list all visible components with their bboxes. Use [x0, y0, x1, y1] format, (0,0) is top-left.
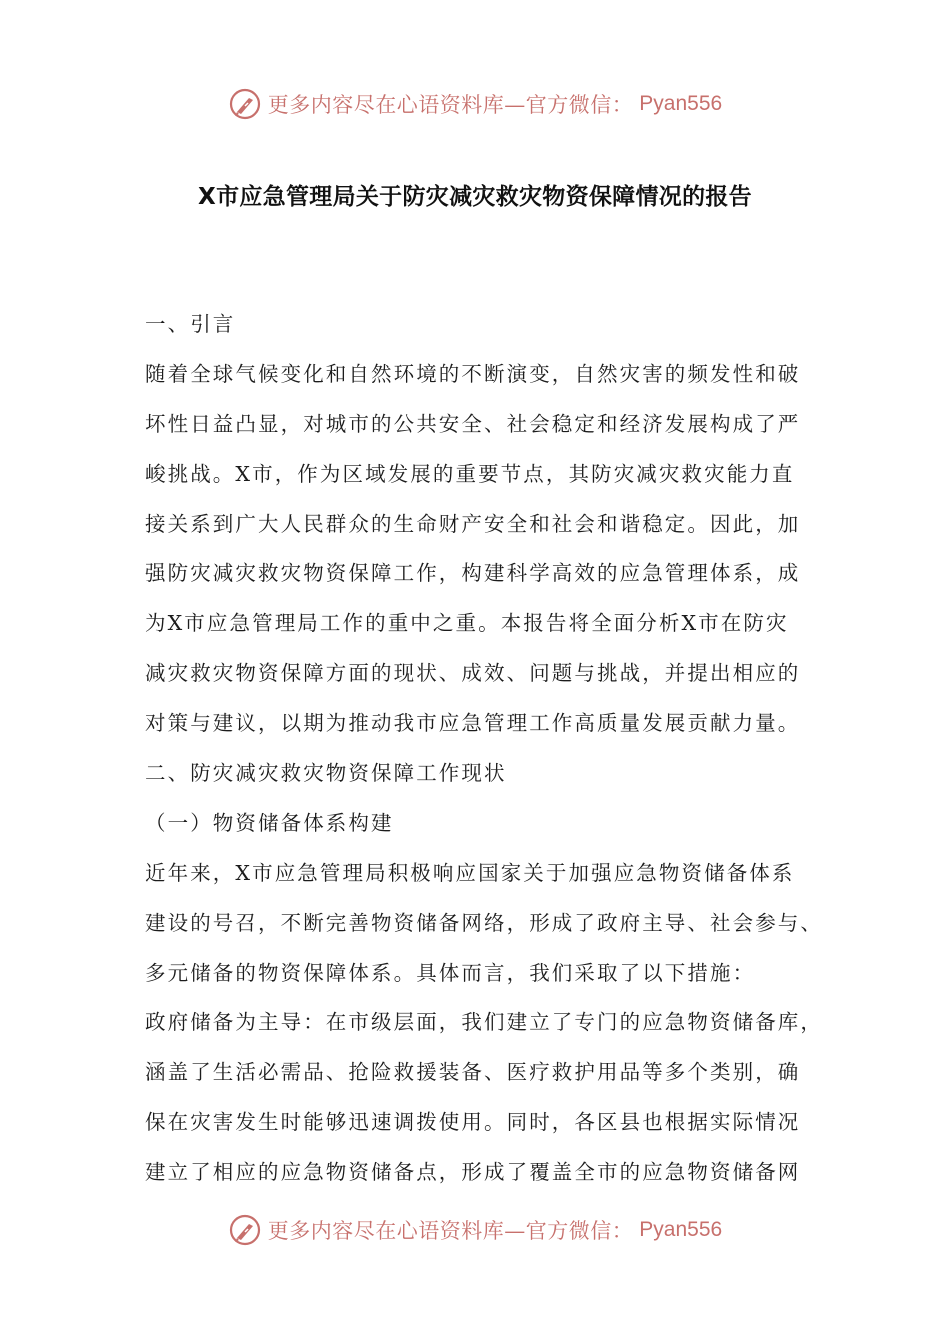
body-line: 保在灾害发生时能够迅速调拨使用。同时，各区县也根据实际情况 — [145, 1110, 801, 1135]
body-line: 涵盖了生活必需品、抢险救援装备、医疗救护用品等多个类别，确 — [145, 1060, 801, 1085]
body-line: 多元储备的物资保障体系。具体而言，我们采取了以下措施： — [145, 960, 756, 985]
body-line: 强防灾减灾救灾物资保障工作，构建科学高效的应急管理体系，成 — [145, 561, 801, 586]
body-line: 建立了相应的应急物资储备点，形成了覆盖全市的应急物资储备网 — [145, 1160, 801, 1185]
watermark-text: 更多内容尽在心语资料库—官方微信： — [267, 1219, 634, 1243]
document-body — [145, 300, 845, 1198]
body-line: 随着全球气候变化和自然环境的不断演变，自然灾害的频发性和破 — [145, 361, 801, 386]
body-line: 峻挑战。X市，作为区域发展的重要节点，其防灾减灾救灾能力直 — [145, 461, 795, 486]
watermark-wechat-id: Pyan556 — [639, 92, 723, 115]
body-line: 对策与建议，以期为推动我市应急管理工作高质量发展贡献力量。 — [145, 711, 801, 736]
body-line: 为X市应急管理局工作的重中之重。本报告将全面分析X市在防灾 — [145, 611, 789, 636]
body-line: 坏性日益凸显，对城市的公共安全、社会稳定和经济发展构成了严 — [145, 411, 801, 436]
section-heading-status: 二、防灾减灾救灾物资保障工作现状 — [145, 761, 507, 786]
section-heading-intro: 一、引言 — [145, 312, 236, 336]
pen-nib-logo-icon — [228, 1213, 262, 1247]
subsection-heading-reserve-system: （一）物资储备体系构建 — [145, 810, 394, 835]
body-line: 近年来，X市应急管理局积极响应国家关于加强应急物资储备体系 — [145, 860, 795, 885]
header-watermark-banner — [0, 84, 950, 124]
watermark-text: 更多内容尽在心语资料库—官方微信： — [267, 93, 634, 117]
document-title: X市应急管理局关于防灾减灾救灾物资保障情况的报告 — [198, 184, 752, 210]
pen-nib-logo-icon — [228, 87, 262, 121]
footer-watermark-banner — [0, 1210, 950, 1250]
body-line: 减灾救灾物资保障方面的现状、成效、问题与挑战，并提出相应的 — [145, 661, 801, 686]
body-line: 政府储备为主导：在市级层面，我们建立了专门的应急物资储备库， — [145, 1010, 823, 1035]
watermark-wechat-id: Pyan556 — [639, 1218, 723, 1241]
body-line: 建设的号召，不断完善物资储备网络，形成了政府主导、社会参与、 — [145, 910, 823, 935]
body-line: 接关系到广大人民群众的生命财产安全和社会和谐稳定。因此，加 — [145, 511, 801, 536]
